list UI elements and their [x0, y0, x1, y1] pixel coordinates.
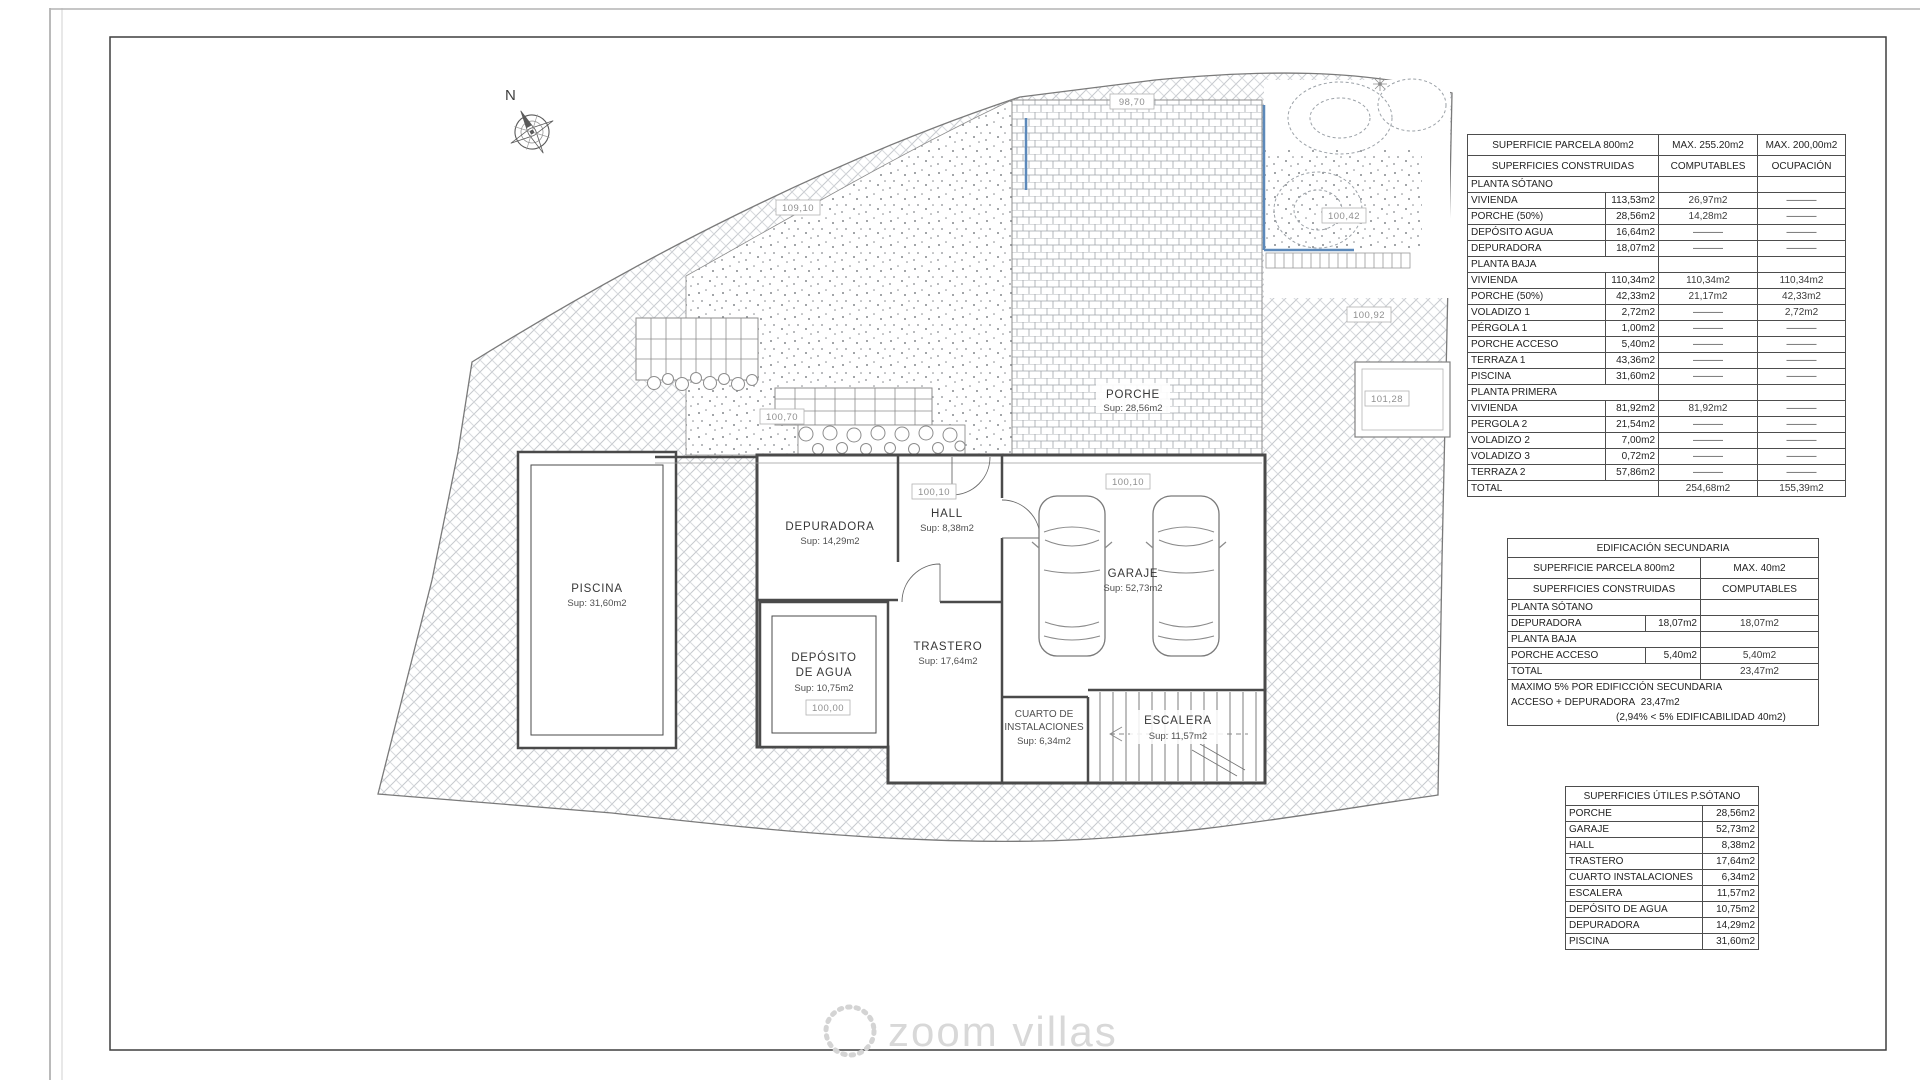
- note-line: (2,94% < 5% EDIFICABILIDAD 40m2): [1616, 712, 1786, 723]
- note-line: ACCESO + DEPURADORA 23,47m2: [1511, 697, 1680, 708]
- room-area-deposito: Sup: 10,75m2: [794, 683, 854, 694]
- table-cell: 81,92m2: [1606, 401, 1659, 417]
- dimension-label: [1322, 208, 1366, 223]
- table-cell: 5,40m2: [1606, 337, 1659, 353]
- table-cell: ———: [1758, 449, 1846, 465]
- table-cell: DEPURADORA: [1566, 918, 1703, 934]
- north-arrow-icon: [500, 87, 565, 164]
- header-cell: SUPERFICIE PARCELA 800m2: [1468, 135, 1659, 156]
- table-cell: [1659, 385, 1758, 401]
- table-title: EDIFICACIÓN SECUNDARIA: [1508, 539, 1819, 558]
- room-area-depuradora: Sup: 14,29m2: [800, 536, 860, 547]
- svg-text:100,10: 100,10: [917, 487, 951, 498]
- data-row: [1566, 806, 1759, 822]
- table-cell: 26,97m2: [1659, 193, 1758, 209]
- table-cell: ———: [1758, 321, 1846, 337]
- watermark-text: zoom villas: [888, 1008, 1118, 1055]
- table-cell: VOLADIZO 2: [1468, 433, 1606, 449]
- svg-text:INSTALACIONES: INSTALACIONES: [1004, 722, 1084, 733]
- room-area-garaje: Sup: 52,73m2: [1103, 583, 1163, 594]
- dimension-label: [1347, 307, 1391, 322]
- table-cell: ———: [1659, 305, 1758, 321]
- table-cell: 11,57m2: [1703, 886, 1759, 902]
- table-cell: 42,33m2: [1606, 289, 1659, 305]
- table-notes-row: [1508, 680, 1819, 726]
- secondary-building-table: [1507, 538, 1819, 726]
- table-cell: 16,64m2: [1606, 225, 1659, 241]
- room-area-hall: Sup: 8,38m2: [920, 523, 974, 534]
- table-cell: 81,92m2: [1659, 401, 1758, 417]
- table-header-row: [1508, 558, 1819, 579]
- table-cell: VIVIENDA: [1468, 273, 1606, 289]
- svg-text:100,42: 100,42: [1327, 211, 1361, 222]
- section-row: [1468, 257, 1846, 273]
- dimension-label: [806, 700, 850, 715]
- table-header-row: [1508, 579, 1819, 600]
- table-cell: ———: [1659, 321, 1758, 337]
- watermark-logo-icon: [826, 1007, 874, 1055]
- table-cell: ———: [1758, 337, 1846, 353]
- data-row: [1468, 209, 1846, 225]
- data-row: [1566, 886, 1759, 902]
- dimension-label: [1106, 474, 1150, 489]
- useful-table-body: [1566, 806, 1759, 950]
- section-row: [1508, 632, 1819, 648]
- data-row: [1566, 918, 1759, 934]
- table-cell: [1758, 385, 1846, 401]
- table-cell: 17,64m2: [1703, 854, 1759, 870]
- room-label-deposito: DEPÓSITO: [791, 652, 857, 664]
- table-cell: [1758, 177, 1846, 193]
- car-icon: [1032, 496, 1112, 656]
- table-cell: VOLADIZO 1: [1468, 305, 1606, 321]
- table-cell: CUARTO INSTALACIONES: [1566, 870, 1703, 886]
- data-row: [1468, 417, 1846, 433]
- data-row: [1468, 353, 1846, 369]
- note-line: MAXIMO 5% POR EDIFICCIÓN SECUNDARIA: [1511, 682, 1723, 693]
- table-cell: TOTAL: [1468, 481, 1659, 497]
- table-cell: VOLADIZO 3: [1468, 449, 1606, 465]
- table-cell: ———: [1659, 433, 1758, 449]
- room-area-piscina: Sup: 31,60m2: [567, 598, 627, 609]
- table-cell: PORCHE ACCESO: [1468, 337, 1606, 353]
- data-row: [1468, 337, 1846, 353]
- exterior-steps: [1266, 253, 1410, 268]
- table-cell: ———: [1758, 433, 1846, 449]
- table-cell: 43,36m2: [1606, 353, 1659, 369]
- header-cell: SUPERFICIE PARCELA 800m2: [1508, 558, 1701, 579]
- data-row: [1468, 289, 1846, 305]
- total-row: [1468, 481, 1846, 497]
- table-cell: PLANTA SÓTANO: [1468, 177, 1659, 193]
- data-row: [1508, 616, 1819, 632]
- table-header-row: [1468, 135, 1846, 156]
- table-cell: ———: [1659, 337, 1758, 353]
- table-cell: 52,73m2: [1703, 822, 1759, 838]
- total-row: [1508, 664, 1819, 680]
- table-cell: 14,28m2: [1659, 209, 1758, 225]
- table-cell: ———: [1758, 353, 1846, 369]
- table-cell: 42,33m2: [1758, 289, 1846, 305]
- table-cell: DEPURADORA: [1468, 241, 1606, 257]
- room-area-cuarto: Sup: 6,34m2: [1017, 736, 1071, 747]
- table-cell: DEPÓSITO AGUA: [1468, 225, 1606, 241]
- section-row: [1468, 177, 1846, 193]
- table-cell: ———: [1758, 241, 1846, 257]
- data-row: [1468, 241, 1846, 257]
- table-cell: 10,75m2: [1703, 902, 1759, 918]
- table-cell: 155,39m2: [1758, 481, 1846, 497]
- table-cell: 1,00m2: [1606, 321, 1659, 337]
- table-cell: ———: [1659, 241, 1758, 257]
- data-row: [1468, 305, 1846, 321]
- table-cell: 28,56m2: [1606, 209, 1659, 225]
- data-row: [1468, 465, 1846, 481]
- table-title-row: [1508, 539, 1819, 558]
- table-cell: 2,72m2: [1758, 305, 1846, 321]
- table-cell: PORCHE (50%): [1468, 209, 1606, 225]
- header-cell: MAX. 255.20m2: [1659, 135, 1758, 156]
- room-area-porche: Sup: 28,56m2: [1103, 403, 1163, 414]
- table-cell: ———: [1758, 465, 1846, 481]
- table-cell: ———: [1758, 209, 1846, 225]
- header-cell: COMPUTABLES: [1659, 156, 1758, 177]
- header-cell: SUPERFICIES CONSTRUIDAS: [1508, 579, 1701, 600]
- shrub-icon: [1373, 77, 1387, 91]
- table-cell: 113,53m2: [1606, 193, 1659, 209]
- data-row: [1566, 822, 1759, 838]
- table-cell: ———: [1758, 401, 1846, 417]
- dimension-label: [1365, 391, 1409, 406]
- header-cell: OCUPACIÓN: [1758, 156, 1846, 177]
- dimension-label: [1110, 94, 1154, 109]
- data-row: [1468, 433, 1846, 449]
- data-row: [1566, 854, 1759, 870]
- north-label: N: [505, 87, 516, 104]
- watermark: [826, 1007, 1118, 1055]
- table-cell: ———: [1659, 353, 1758, 369]
- room-label-cuarto: CUARTO DE: [1014, 709, 1074, 720]
- data-row: [1508, 648, 1819, 664]
- table-cell: TERRAZA 2: [1468, 465, 1606, 481]
- table-cell: ———: [1758, 225, 1846, 241]
- table-cell: PORCHE ACCESO: [1508, 648, 1646, 664]
- svg-text:100,92: 100,92: [1352, 310, 1386, 321]
- table-cell: PLANTA SÓTANO: [1508, 600, 1701, 616]
- table-cell: PISCINA: [1468, 369, 1606, 385]
- room-label-trastero: TRASTERO: [913, 641, 983, 653]
- table-cell: ———: [1758, 369, 1846, 385]
- table-cell: ———: [1758, 417, 1846, 433]
- table-cell: GARAJE: [1566, 822, 1703, 838]
- room-label-piscina: PISCINA: [571, 583, 623, 595]
- table-cell: TOTAL: [1508, 664, 1701, 680]
- table-cell: ———: [1659, 369, 1758, 385]
- table-cell: 31,60m2: [1703, 934, 1759, 950]
- table-cell: 18,07m2: [1646, 616, 1701, 632]
- svg-text:DE AGUA: DE AGUA: [795, 667, 853, 679]
- data-row: [1468, 449, 1846, 465]
- room-area-escalera: Sup: 11,57m2: [1148, 731, 1208, 742]
- table-cell: ———: [1659, 225, 1758, 241]
- table-cell: PÉRGOLA 1: [1468, 321, 1606, 337]
- data-row: [1468, 369, 1846, 385]
- room-label-depuradora: DEPURADORA: [785, 521, 875, 533]
- svg-text:109,10: 109,10: [781, 203, 815, 214]
- table-cell: PLANTA BAJA: [1508, 632, 1701, 648]
- table-cell: 57,86m2: [1606, 465, 1659, 481]
- table-cell: VIVIENDA: [1468, 401, 1606, 417]
- table-cell: ESCALERA: [1566, 886, 1703, 902]
- table-cell: PLANTA BAJA: [1468, 257, 1659, 273]
- table-title-row: [1566, 787, 1759, 806]
- table-cell: 21,17m2: [1659, 289, 1758, 305]
- table-cell: 2,72m2: [1606, 305, 1659, 321]
- room-label-garaje: GARAJE: [1107, 568, 1159, 580]
- table-cell: 14,29m2: [1703, 918, 1759, 934]
- room-area-trastero: Sup: 17,64m2: [918, 656, 978, 667]
- data-row: [1566, 870, 1759, 886]
- table-cell: 254,68m2: [1659, 481, 1758, 497]
- data-row: [1468, 273, 1846, 289]
- table-cell: 5,40m2: [1701, 648, 1819, 664]
- room-label-hall: HALL: [931, 508, 963, 520]
- header-cell: COMPUTABLES: [1701, 579, 1819, 600]
- table-cell: PORCHE: [1566, 806, 1703, 822]
- header-cell: MAX. 40m2: [1701, 558, 1819, 579]
- table-cell: 110,34m2: [1659, 273, 1758, 289]
- header-cell: SUPERFICIES CONSTRUIDAS: [1468, 156, 1659, 177]
- built-surfaces-table: [1467, 134, 1846, 497]
- table-cell: VIVIENDA: [1468, 193, 1606, 209]
- data-row: [1468, 193, 1846, 209]
- table-cell: ———: [1659, 449, 1758, 465]
- table-cell: [1659, 177, 1758, 193]
- data-row: [1566, 838, 1759, 854]
- data-row: [1566, 902, 1759, 918]
- section-row: [1508, 600, 1819, 616]
- svg-text:101,28: 101,28: [1370, 394, 1404, 405]
- useful-surfaces-table: [1565, 786, 1759, 950]
- table-title: SUPERFICIES ÚTILES P.SÓTANO: [1566, 787, 1759, 806]
- svg-text:100,10: 100,10: [1111, 477, 1145, 488]
- table-cell: 28,56m2: [1703, 806, 1759, 822]
- table-cell: 8,38m2: [1703, 838, 1759, 854]
- built-surfaces-table-body: [1468, 177, 1846, 497]
- table-cell: TERRAZA 1: [1468, 353, 1606, 369]
- table-cell: 18,07m2: [1606, 241, 1659, 257]
- table-cell: DEPÓSITO DE AGUA: [1566, 902, 1703, 918]
- table-cell: 6,34m2: [1703, 870, 1759, 886]
- table-cell: 21,54m2: [1606, 417, 1659, 433]
- svg-text:98,70: 98,70: [1118, 97, 1146, 108]
- data-row: [1468, 401, 1846, 417]
- table-cell: DEPURADORA: [1508, 616, 1646, 632]
- svg-text:100,00: 100,00: [811, 703, 845, 714]
- data-row: [1468, 321, 1846, 337]
- table-cell: TRASTERO: [1566, 854, 1703, 870]
- table-cell: 23,47m2: [1701, 664, 1819, 680]
- table-cell: 110,34m2: [1758, 273, 1846, 289]
- table-cell: 5,40m2: [1646, 648, 1701, 664]
- table-cell: 0,72m2: [1606, 449, 1659, 465]
- table-header-row: [1468, 156, 1846, 177]
- table-cell: 18,07m2: [1701, 616, 1819, 632]
- table-cell: [1701, 632, 1819, 648]
- room-label-porche: PORCHE: [1105, 389, 1161, 401]
- table-cell: ———: [1659, 465, 1758, 481]
- table-cell: 7,00m2: [1606, 433, 1659, 449]
- secondary-table-body: [1508, 600, 1819, 680]
- table-cell: ———: [1659, 417, 1758, 433]
- table-cell: [1701, 600, 1819, 616]
- dimension-label: [776, 200, 820, 215]
- header-cell: MAX. 200,00m2: [1758, 135, 1846, 156]
- data-row: [1566, 934, 1759, 950]
- table-cell: PORCHE (50%): [1468, 289, 1606, 305]
- notes-cell: [1508, 680, 1819, 726]
- svg-text:100,70: 100,70: [765, 412, 799, 423]
- data-row: [1468, 225, 1846, 241]
- table-cell: [1659, 257, 1758, 273]
- table-cell: ———: [1758, 193, 1846, 209]
- table-cell: HALL: [1566, 838, 1703, 854]
- section-row: [1468, 385, 1846, 401]
- table-cell: PLANTA PRIMERA: [1468, 385, 1659, 401]
- dimension-label: [760, 409, 804, 424]
- table-cell: 110,34m2: [1606, 273, 1659, 289]
- dimension-label: [912, 484, 956, 499]
- table-cell: [1758, 257, 1846, 273]
- table-cell: PERGOLA 2: [1468, 417, 1606, 433]
- table-cell: 31,60m2: [1606, 369, 1659, 385]
- room-label-escalera: ESCALERA: [1144, 715, 1212, 727]
- table-cell: PISCINA: [1566, 934, 1703, 950]
